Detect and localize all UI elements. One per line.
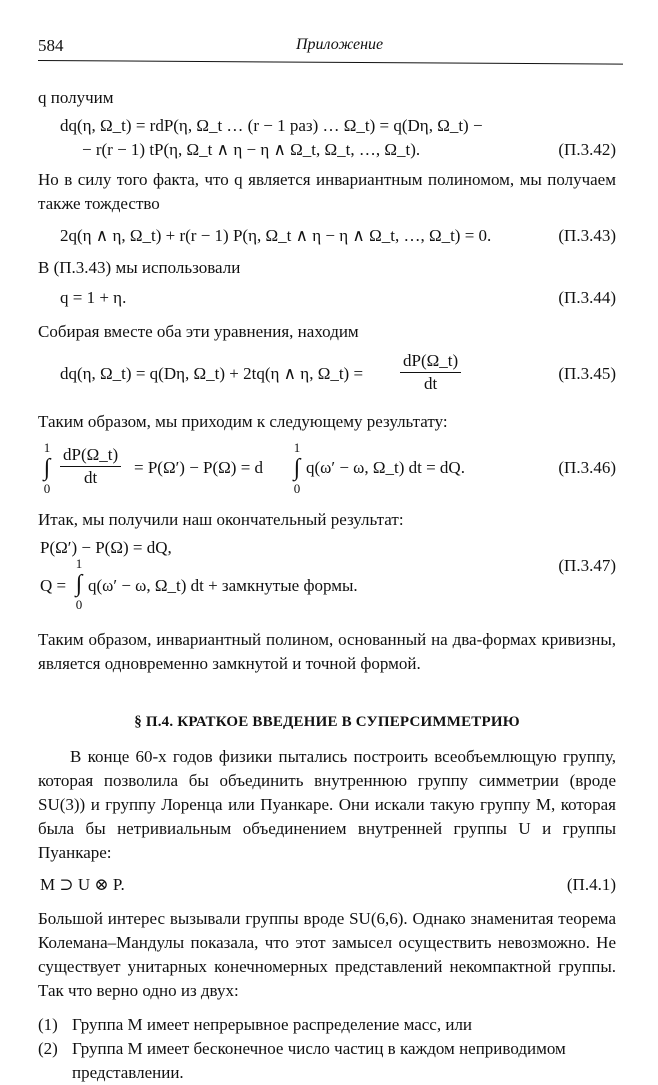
equation-P3-47 (38, 536, 616, 620)
list-item-label: (1) (38, 1015, 58, 1034)
running-title: Приложение (296, 36, 384, 53)
list-item (38, 1013, 616, 1037)
paragraph-coleman: Большой интерес вызывали группы вроде SU(6,6). Однако знаменитая теорема Колемана–Мандулы показала, что этот замысел осуществить невозможно. Не существует унитарных конечномерных представлений некомпактной группы. Так что верно одно из двух: (38, 909, 616, 1000)
list-item-label: (2) (38, 1039, 58, 1058)
paragraph-result: Таким образом, мы приходим к следующему результату: (38, 412, 448, 431)
alternatives-list (38, 1013, 616, 1085)
paragraph-identity: Но в силу того факта, что q является инвариантным полиномом, мы получаем также тождество (38, 170, 616, 213)
page-number: 584 (38, 36, 64, 55)
paragraph-final: Итак, мы получили наш окончательный результат: (38, 510, 404, 529)
eq346-frac-den: dt (83, 468, 98, 487)
list-item-text: Группа M имеет бесконечное число частиц в каждом неприводимом представлении. (72, 1039, 566, 1082)
eq345-frac-den: dt (423, 374, 438, 393)
eq342-line2: − r(r − 1) tP(η, Ω_t ∧ η − η ∧ Ω_t, Ω_t, …, Ω_t). (82, 140, 421, 159)
integral-sign-2: 1 ∫ 0 (293, 440, 301, 496)
equation-P4-1 (38, 873, 616, 897)
eq346-number: (П.3.46) (558, 458, 616, 477)
list-item-text: Группа M имеет непрерывное распределение масс, или (72, 1015, 473, 1034)
eq345-fraction (400, 350, 461, 395)
integral-lower-2: 0 (293, 481, 301, 496)
eq344-number: (П.3.44) (558, 288, 616, 307)
eq344-body: q = 1 + η. (60, 288, 127, 307)
eq346-frac-num: dP(Ω_t) (60, 444, 121, 467)
paragraph-conclusion: Таким образом, инвариантный полином, основанный на два-формах кривизны, является одновременно замкнутой и точной формой. (38, 630, 616, 673)
eq345-number: (П.3.45) (558, 364, 616, 383)
eq342-line1: dq(η, Ω_t) = rdP(η, Ω_t … (r − 1 раз) … Ω_t) = q(Dη, Ω_t) − (60, 116, 483, 135)
equation-P3-44 (38, 286, 616, 310)
paragraph-used: В (П.3.43) мы использовали (38, 258, 241, 277)
integral-sign-3: 1 ∫ 0 (75, 556, 83, 612)
paragraph-60s: В конце 60-х годов физики пытались построить всеобъемлющую группу, которая позволила бы объединить внутреннюю группу симметрии (вроде SU(3)) и группу Лоренца или Пуанкаре. Они искали такую группу M, которая была бы нетривиальным объединением внутренней группы U и группы Пуанкаре: (38, 747, 616, 862)
eq347-line1: P(Ω′) − P(Ω) = dQ, (40, 538, 172, 557)
eq346-fraction (60, 444, 121, 489)
running-header (38, 28, 616, 55)
equation-P3-45 (38, 350, 616, 400)
eq347-line2: q(ω′ − ω, Ω_t) dt + замкнутые формы. (88, 576, 358, 595)
eq41-number: (П.4.1) (566, 875, 616, 894)
equation-P3-43 (38, 224, 616, 248)
intro-text: q получим (38, 88, 114, 107)
page (38, 28, 616, 1085)
list-item (38, 1037, 616, 1085)
integral-lower-3: 0 (75, 597, 83, 612)
eq343-body: 2q(η ∧ η, Ω_t) + r(r − 1) P(η, Ω_t ∧ η − η ∧ Ω_t, …, Ω_t) = 0. (60, 226, 492, 245)
eq41-body: M ⊃ U ⊗ P. (40, 875, 125, 894)
eq342-number: (П.3.42) (558, 140, 616, 159)
section-heading: § П.4. КРАТКОЕ ВВЕДЕНИЕ В СУПЕРСИММЕТРИЮ (134, 714, 520, 730)
eq343-number: (П.3.43) (558, 226, 616, 245)
integral-upper-1: 1 (43, 440, 51, 455)
integral-upper-3: 1 (75, 556, 83, 571)
eq346-mid: = P(Ω′) − P(Ω) = d (134, 458, 264, 477)
eq347-Q: Q = (40, 576, 67, 595)
integral-upper-2: 1 (293, 440, 301, 455)
integral-lower-1: 0 (43, 481, 51, 496)
eq347-number: (П.3.47) (558, 556, 616, 575)
equation-P3-46 (38, 438, 616, 500)
eq345-frac-num: dP(Ω_t) (400, 350, 461, 373)
equation-P3-42 (38, 114, 616, 162)
eq346-right: q(ω′ − ω, Ω_t) dt = dQ. (306, 458, 465, 477)
integral-sign-1: 1 ∫ 0 (43, 440, 51, 496)
eq345-left: dq(η, Ω_t) = q(Dη, Ω_t) + 2tq(η ∧ η, Ω_t) = (60, 364, 364, 383)
paragraph-together: Собирая вместе оба эти уравнения, находим (38, 322, 359, 341)
